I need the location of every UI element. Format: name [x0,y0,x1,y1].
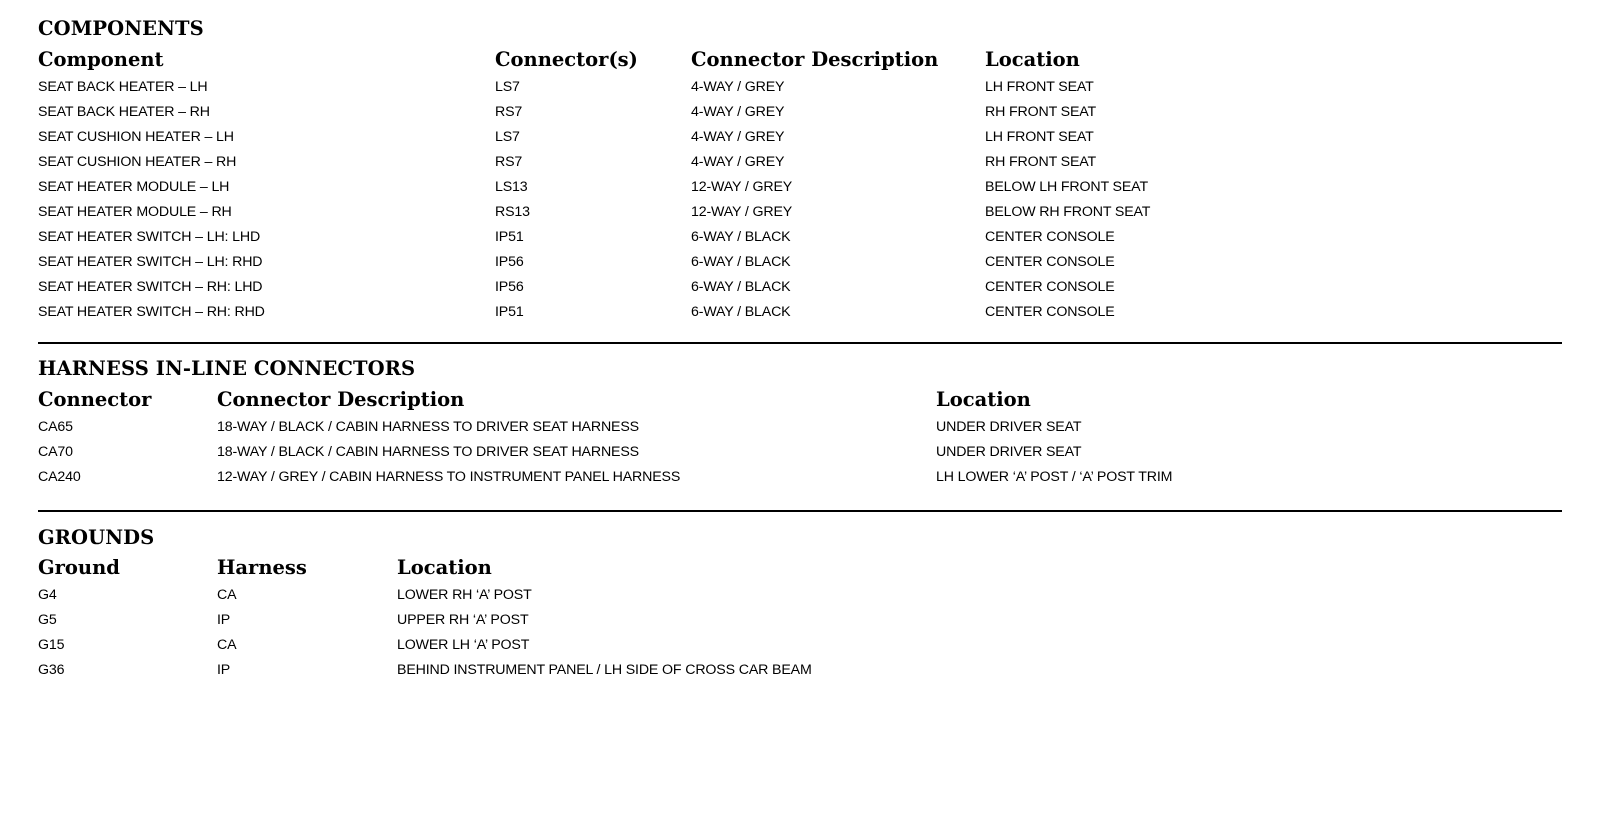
components-header-row [38,47,1562,77]
harness-cell: CA [217,587,237,603]
components-rows [38,77,1562,327]
connector-description-cell: 6-WAY / BLACK [691,279,791,295]
table-row [38,277,1562,302]
location-cell: LH FRONT SEAT [985,79,1094,95]
component-cell: SEAT CUSHION HEATER – LH [38,129,234,145]
table-row [38,610,1562,635]
grounds-section [38,526,1562,685]
connector-column-header: Connector [38,388,152,411]
harness-cell: IP [217,612,231,628]
table-row [38,77,1562,102]
ground-cell: G5 [38,612,57,628]
table-row [38,467,1562,492]
table-row [38,660,1562,685]
connector-description-cell: 6-WAY / BLACK [691,304,791,320]
connector-description-cell: 18-WAY / BLACK / CABIN HARNESS TO DRIVER SEAT HARNESS [217,444,639,460]
component-cell: SEAT HEATER MODULE – LH [38,179,230,195]
connector-cell: LS13 [495,179,528,195]
harness-header-row [38,387,1562,417]
location-cell: LH LOWER ‘A’ POST / ‘A’ POST TRIM [936,469,1173,485]
connector-cell: RS13 [495,204,530,220]
location-cell: CENTER CONSOLE [985,229,1115,245]
table-row [38,252,1562,277]
component-cell: SEAT HEATER SWITCH – LH: LHD [38,229,261,245]
location-cell: CENTER CONSOLE [985,304,1115,320]
connectors-column-header: Connector(s) [495,48,638,71]
harness-rows [38,417,1562,492]
ground-cell: G4 [38,587,57,603]
components-title: COMPONENTS [38,17,204,40]
location-cell: BELOW LH FRONT SEAT [985,179,1148,195]
location-cell: LH FRONT SEAT [985,129,1094,145]
connector-description-cell: 18-WAY / BLACK / CABIN HARNESS TO DRIVER SEAT HARNESS [217,419,639,435]
table-row [38,202,1562,227]
table-row [38,442,1562,467]
table-row [38,417,1562,442]
connector-description-cell: 6-WAY / BLACK [691,229,791,245]
harness-cell: CA [217,637,237,653]
location-cell: UNDER DRIVER SEAT [936,419,1082,435]
ground-cell: G15 [38,637,65,653]
table-row [38,227,1562,252]
component-cell: SEAT HEATER MODULE – RH [38,204,232,220]
location-cell: BELOW RH FRONT SEAT [985,204,1151,220]
location-cell: UPPER RH ‘A’ POST [397,612,529,628]
table-row [38,302,1562,327]
harness-title: HARNESS IN-LINE CONNECTORS [38,357,416,380]
connector-cell: IP56 [495,254,524,270]
harness-column-header: Harness [217,556,307,579]
connector-description-cell: 4-WAY / GREY [691,104,785,120]
location-cell: BEHIND INSTRUMENT PANEL / LH SIDE OF CROSS CAR BEAM [397,662,812,678]
table-row [38,585,1562,610]
location-cell: CENTER CONSOLE [985,254,1115,270]
connector-cell: IP51 [495,304,524,320]
ground-column-header: Ground [38,556,120,579]
connector-cell: IP51 [495,229,524,245]
grounds-rows [38,585,1562,685]
connector-description-cell: 12-WAY / GREY / CABIN HARNESS TO INSTRUMENT PANEL HARNESS [217,469,681,485]
connector-cell: CA70 [38,444,73,460]
ground-cell: G36 [38,662,65,678]
component-cell: SEAT HEATER SWITCH – RH: RHD [38,304,265,320]
connector-cell: CA240 [38,469,81,485]
table-row [38,102,1562,127]
location-cell: LOWER RH ‘A’ POST [397,587,532,603]
component-cell: SEAT BACK HEATER – LH [38,79,208,95]
connector-cell: CA65 [38,419,73,435]
connector-description-cell: 12-WAY / GREY [691,204,793,220]
location-column-header: Location [936,388,1031,411]
section-divider [38,510,1562,512]
components-section [38,17,1562,327]
location-cell: UNDER DRIVER SEAT [936,444,1082,460]
component-cell: SEAT BACK HEATER – RH [38,104,210,120]
connector-cell: LS7 [495,79,520,95]
connector-cell: IP56 [495,279,524,295]
connector-cell: LS7 [495,129,520,145]
table-row [38,152,1562,177]
connector-cell: RS7 [495,154,523,170]
component-cell: SEAT HEATER SWITCH – LH: RHD [38,254,263,270]
location-cell: RH FRONT SEAT [985,104,1097,120]
location-column-header: Location [397,556,492,579]
location-cell: LOWER LH ‘A’ POST [397,637,530,653]
location-cell: RH FRONT SEAT [985,154,1097,170]
connector-cell: RS7 [495,104,523,120]
connector-description-cell: 6-WAY / BLACK [691,254,791,270]
connector-description-cell: 4-WAY / GREY [691,129,785,145]
connector-description-column-header: Connector Description [691,48,939,71]
connector-description-cell: 4-WAY / GREY [691,79,785,95]
location-column-header: Location [985,48,1080,71]
harness-cell: IP [217,662,231,678]
connector-description-cell: 12-WAY / GREY [691,179,793,195]
harness-section [38,357,1562,492]
component-column-header: Component [38,48,164,71]
table-row [38,127,1562,152]
grounds-title: GROUNDS [38,526,155,549]
connector-description-cell: 4-WAY / GREY [691,154,785,170]
component-cell: SEAT HEATER SWITCH – RH: LHD [38,279,263,295]
table-row [38,177,1562,202]
grounds-header-row [38,555,1562,585]
location-cell: CENTER CONSOLE [985,279,1115,295]
section-divider [38,342,1562,344]
table-row [38,635,1562,660]
component-cell: SEAT CUSHION HEATER – RH [38,154,237,170]
connector-description-column-header: Connector Description [217,388,465,411]
